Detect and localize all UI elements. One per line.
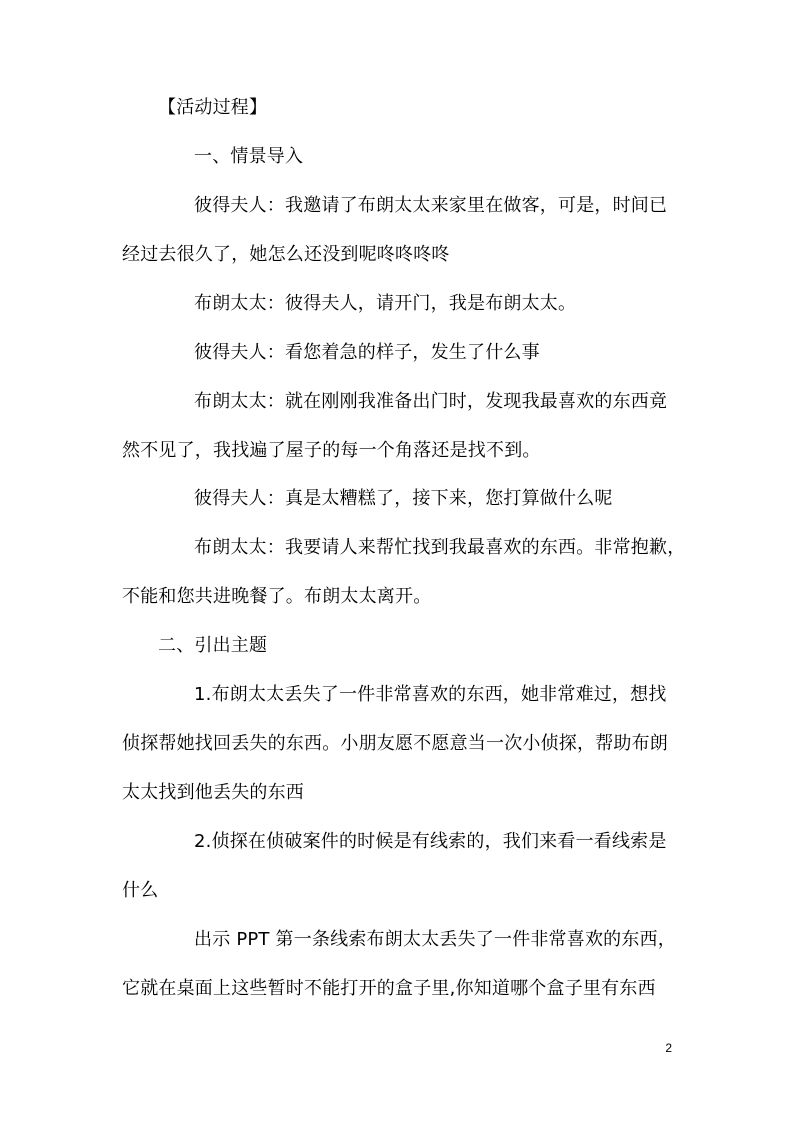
ppt-clue-paragraph: 出示 PPT 第一条线索布朗太太丢失了一件非常喜欢的东西， bbox=[194, 929, 676, 950]
dialogue-line: 布朗太太：彼得夫人，请开门，我是布朗太太。 bbox=[194, 293, 577, 314]
dialogue-line-continuation: 然不见了，我找遍了屋子的每一个角落还是找不到。 bbox=[122, 440, 541, 461]
activity-process-heading: 【活动过程】 bbox=[158, 97, 268, 118]
dialogue-line: 彼得夫人：真是太糟糕了，接下来，您打算做什么呢 bbox=[194, 488, 613, 509]
dialogue-line: 彼得夫人：看您着急的样子，发生了什么事 bbox=[194, 342, 540, 363]
numbered-point-1: 1.布朗太太丢失了一件非常喜欢的东西，她非常难过，想找 bbox=[194, 684, 667, 705]
numbered-point-2: 2.侦探在侦破案件的时候是有线索的，我们来看一看线索是 bbox=[194, 831, 667, 852]
dialogue-line: 布朗太太：我要请人来帮忙找到我最喜欢的东西。非常抱歉， bbox=[194, 537, 686, 558]
section-title-scene-intro: 一、情景导入 bbox=[194, 146, 304, 167]
dialogue-line-continuation: 不能和您共进晚餐了。布朗太太离开。 bbox=[122, 586, 432, 607]
dialogue-line: 彼得夫人：我邀请了布朗太太来家里在做客，可是，时间已 bbox=[194, 195, 668, 216]
numbered-point-1-continuation: 侦探帮她找回丢失的东西。小朋友愿不愿意当一次小侦探，帮助布朗 bbox=[122, 733, 668, 754]
page-number: 2 bbox=[665, 1041, 672, 1055]
dialogue-line-continuation: 经过去很久了，她怎么还没到呢咚咚咚咚 bbox=[122, 244, 450, 265]
dialogue-line: 布朗太太：就在刚刚我准备出门时，发现我最喜欢的东西竟 bbox=[194, 391, 668, 412]
section-title-introduce-topic: 二、引出主题 bbox=[158, 635, 268, 656]
ppt-clue-paragraph-continuation: 它就在桌面上这些暂时不能打开的盒子里,你知道哪个盒子里有东西 bbox=[122, 978, 656, 999]
numbered-point-1-continuation: 太太找到他丢失的东西 bbox=[122, 782, 304, 803]
numbered-point-2-continuation: 什么 bbox=[122, 880, 159, 901]
